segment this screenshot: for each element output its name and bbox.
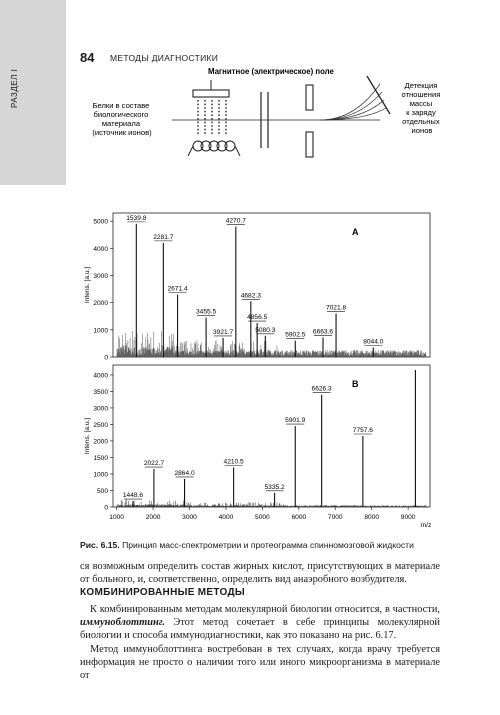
x-tick-label: 4000 [218,514,234,521]
section-title: КОМБИНИРОВАННЫЕ МЕТОДЫ [80,587,245,598]
section-sidebar [0,0,66,185]
y-tick-label: 2500 [93,421,108,429]
peak-label: 4856.5 [247,314,268,322]
peak-label: 4682.3 [240,292,261,300]
paragraph-demand: Метод иммуноблоттинга востребован в тех случаях, когда врачу требуется информация не просто о наличии того или иного микроорганизма в материале от [80,644,440,682]
peak-label: 4210.5 [223,458,244,466]
caption-number: Рис. 6.15. [80,540,120,550]
peak-label: 7021.8 [325,304,347,312]
panel-label: A [352,227,359,237]
x-tick-label: 9000 [400,514,416,521]
y-tick-label: 0 [104,354,108,362]
detector-label: Детекция отношения массы к заряду отдельных ионов [401,81,441,135]
y-tick-label: 4000 [93,372,108,380]
y-tick-label: 2000 [93,300,108,308]
ion-trajectories [320,84,386,120]
ion-flow [198,100,226,134]
y-axis-label: Intens. [a.u.] [84,417,91,455]
peak-label: 2281.7 [153,233,174,241]
magnet-pole-bottom [306,132,313,157]
peak-label: 2864.0 [174,469,195,477]
spectrum-noise [117,499,426,507]
x-tick-label: 1000 [109,514,124,521]
x-tick-label: 8000 [364,514,380,521]
peak-label: 3455.5 [196,308,217,316]
y-tick-label: 1000 [93,327,108,335]
peak-label: 6626.3 [311,385,332,393]
peak-label: 7757.6 [352,427,373,434]
term-immunoblotting: иммуноблоттинг. [80,617,166,629]
detector [367,76,390,114]
y-tick-label: 3500 [93,388,108,396]
peak-label: 5902.5 [285,331,306,339]
coil-icon [188,141,240,156]
magnet-pole-top [306,85,313,110]
x-tick-label: 3000 [182,514,197,521]
paragraph-text-start: К комбинированным методам молекулярной биологии относится, в частности, [90,604,440,615]
source-plate [193,90,229,97]
panel-label: B [352,379,359,389]
y-tick-label: 2000 [93,438,108,446]
x-tick-label: 6000 [291,514,307,521]
caption-text: Принцип масс-спектрометрии и протеограмма спинномозговой жидкости [122,540,414,550]
paragraph-text-end: Этот метод сочетает в себе принципы молекулярной биологии и способа иммунодиагностики, как это показано на рис. 6.17. [80,617,440,642]
mass-spectra-chart [80,205,440,530]
y-tick-label: 3000 [93,405,108,413]
x-tick-label: 7000 [327,514,343,521]
peak-label: 5335.2 [264,483,285,491]
peak-label: 2022.7 [143,460,164,468]
x-tick-label: 2000 [145,514,161,521]
y-tick-label: 1500 [93,454,108,462]
field-label: Магнитное (электрическое) поле [208,67,334,76]
y-tick-label: 1000 [93,471,108,479]
running-title: МЕТОДЫ ДИАГНОСТИКИ [110,53,219,63]
peak-label: 2671.4 [167,285,188,293]
peak-label: 1539.8 [126,214,147,222]
paragraph-continuation: ся возможным определить состав жирных кислот, присутствующих в материале от больного, и, соответственно, определить вид анаэробного возбудителя. [80,561,440,586]
page-number: 84 [80,50,95,65]
figure-caption [80,540,500,550]
sidebar-label: РАЗДЕЛ I [10,68,19,108]
paragraph-immunoblotting [80,603,440,643]
y-tick-label: 4000 [93,245,108,253]
peak-label: 1448.6 [122,492,144,500]
x-tick-label: 5000 [255,514,270,521]
y-tick-label: 5000 [93,218,108,226]
peak-label: 8044.0 [363,338,384,346]
source-label: Белки в составе биологического материала (источник ионов) [92,101,152,137]
peak-label: 6663.6 [312,328,334,336]
ms-principle-diagram [80,62,500,172]
peak-label: 5080.3 [255,326,276,334]
y-tick-label: 3000 [93,272,108,280]
y-tick-label: 0 [104,504,108,512]
x-axis-label: m/z [420,522,432,529]
peak-label: 4270.7 [225,217,246,225]
y-axis-label: Intens. [a.u.] [84,266,91,304]
y-tick-label: 500 [96,487,108,495]
peak-label: 5901.9 [285,417,306,425]
peak-label: 3921.7 [213,328,234,336]
